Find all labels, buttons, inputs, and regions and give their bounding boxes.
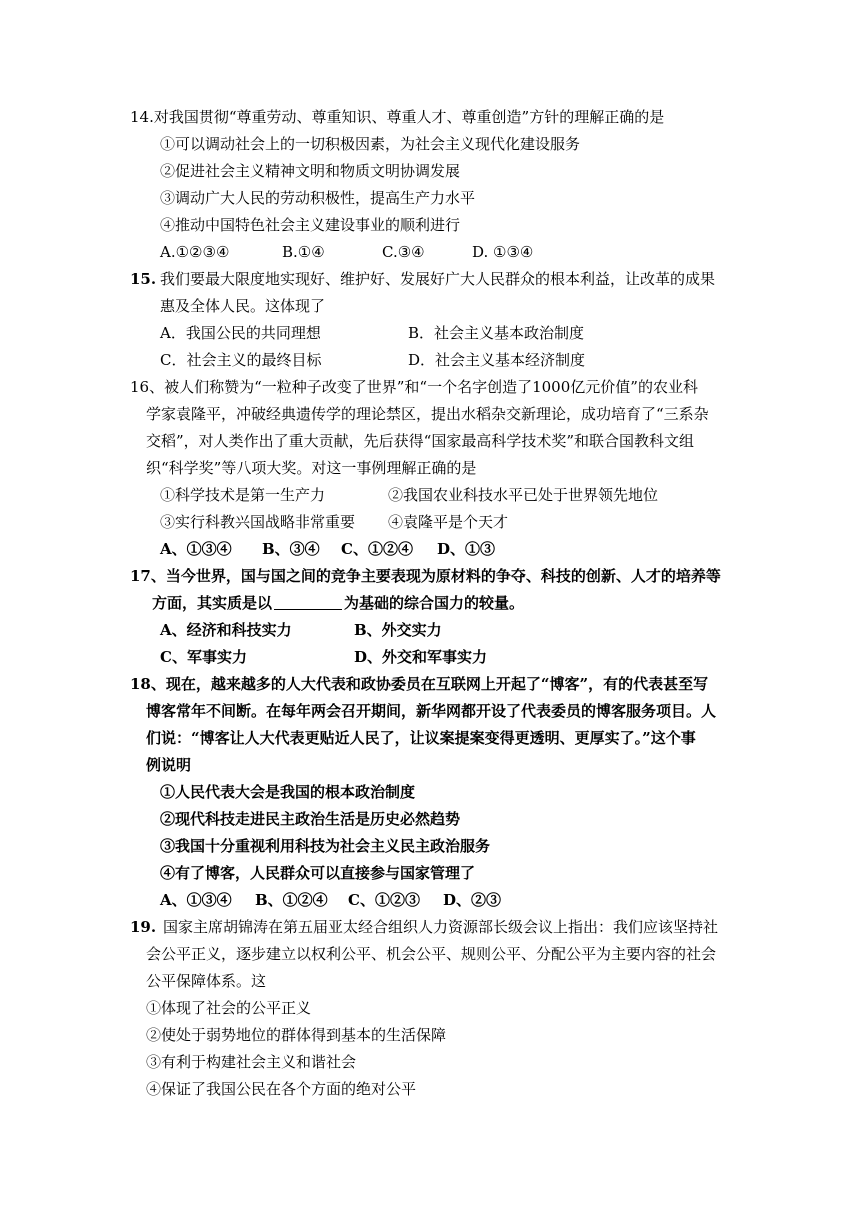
q17-option-c: C、军事实力 — [160, 648, 247, 666]
q15-option-b: B．社会主义基本政治制度 — [408, 324, 585, 342]
q18-option-c: C、①②③ — [348, 891, 420, 909]
q15-stem-line-2: 惠及全体人民。这体现了 — [160, 297, 326, 315]
q18-option-b: B、①②④ — [255, 891, 328, 909]
q16-item-2: ②我国农业科技水平已处于世界领先地位 — [388, 486, 659, 504]
q18-option-a: A、①③④ — [160, 891, 232, 909]
q19-stem-line-1: 国家主席胡锦涛在第五届亚太经合组织人力资源部长级会议上指出：我们应该坚持社 — [163, 918, 719, 936]
q15-option-d: D．社会主义基本经济制度 — [408, 351, 586, 369]
q18-stem-line-4: 例说明 — [146, 756, 192, 774]
q16-option-b: B、③④ — [262, 540, 320, 558]
q16-stem-line-1: 16、被人们称赞为“一粒种子改变了世界”和“一个名字创造了1000亿元价值”的农业科 — [130, 378, 698, 396]
q15-option-c: C．社会主义的最终目标 — [160, 351, 322, 369]
q16-item-4: ④袁隆平是个天才 — [388, 513, 509, 531]
q14-item-4: ④推动中国特色社会主义建设事业的顺利进行 — [160, 216, 461, 234]
q17-stem-line-2 — [152, 593, 524, 613]
q18-item-2: ②现代科技走进民主政治生活是历史必然趋势 — [160, 810, 461, 828]
q17-option-b: B、外交实力 — [354, 621, 442, 639]
q14-stem: 14.对我国贯彻“尊重劳动、尊重知识、尊重人才、尊重创造”方针的理解正确的是 — [130, 108, 665, 126]
q17-stem-before-blank: 方面，其实质是以 — [152, 594, 273, 612]
q19-stem-line-3: 公平保障体系。这 — [146, 972, 267, 990]
q19-number: 19. — [130, 918, 157, 936]
q15-stem-line-1: 我们要最大限度地实现好、维护好、发展好广大人民群众的根本利益，让改革的成果 — [160, 270, 716, 288]
q19-item-3: ③有利于构建社会主义和谐社会 — [146, 1053, 357, 1071]
q14-option-c: C.③④ — [382, 243, 425, 261]
q14-option-b: B.①④ — [282, 243, 325, 261]
q17-stem-line-1: 17、当今世界，国与国之间的竞争主要表现为原材料的争夺、科技的创新、人才的培养等 — [130, 567, 721, 585]
q18-option-d: D、②③ — [443, 891, 502, 909]
q15-option-a: A．我国公民的共同理想 — [160, 324, 321, 342]
q18-item-1: ①人民代表大会是我国的根本政治制度 — [160, 783, 416, 801]
q19-item-4: ④保证了我国公民在各个方面的绝对公平 — [146, 1080, 417, 1098]
q19-stem-line-2: 会公平正义，逐步建立以权利公平、机会公平、规则公平、分配公平为主要内容的社会 — [146, 945, 717, 963]
q18-stem-line-2: 博客常年不间断。在每年两会召开期间，新华网都开设了代表委员的博客服务项目。人 — [146, 702, 717, 720]
q16-stem-line-4: 织“科学奖”等八项大奖。对这一事例理解正确的是 — [146, 459, 477, 477]
q16-stem-line-2: 学家袁隆平，冲破经典遗传学的理论禁区，提出水稻杂交新理论，成功培育了“三系杂 — [146, 405, 709, 423]
q17-option-d: D、外交和军事实力 — [354, 648, 488, 666]
q16-option-c: C、①②④ — [341, 540, 413, 558]
q15-number: 15. — [130, 270, 157, 288]
q18-stem-line-1: 18、现在，越来越多的人大代表和政协委员在互联网上开起了“博客”，有的代表甚至写 — [130, 675, 709, 693]
answer-blank — [274, 594, 342, 610]
q16-option-d: D、①③ — [437, 540, 496, 558]
q16-item-1: ①科学技术是第一生产力 — [160, 486, 326, 504]
q18-stem-line-3: 们说：“博客让人大代表更贴近人民了，让议案提案变得更透明、更厚实了。”这个事 — [146, 729, 696, 747]
q14-item-3: ③调动广大人民的劳动积极性，提高生产力水平 — [160, 189, 476, 207]
q19-item-2: ②使处于弱势地位的群体得到基本的生活保障 — [146, 1026, 447, 1044]
q17-stem-after-blank: 为基础的综合国力的较量。 — [344, 594, 525, 612]
q16-item-3: ③实行科教兴国战略非常重要 — [160, 513, 356, 531]
q14-item-2: ②促进社会主义精神文明和物质文明协调发展 — [160, 162, 461, 180]
q14-item-1: ①可以调动社会上的一切积极因素，为社会主义现代化建设服务 — [160, 135, 581, 153]
q18-item-4: ④有了博客，人民群众可以直接参与国家管理了 — [160, 864, 476, 882]
q14-option-a: A.①②③④ — [160, 243, 230, 261]
q16-stem-line-3: 交稻”，对人类作出了重大贡献，先后获得“国家最高科学技术奖”和联合国教科文组 — [146, 432, 695, 450]
q18-item-3: ③我国十分重视利用科技为社会主义民主政治服务 — [160, 837, 491, 855]
q17-option-a: A、经济和科技实力 — [160, 621, 292, 639]
q16-option-a: A、①③④ — [160, 540, 232, 558]
q14-option-d: D. ①③④ — [472, 243, 534, 261]
q19-item-1: ①体现了社会的公平正义 — [146, 999, 312, 1017]
